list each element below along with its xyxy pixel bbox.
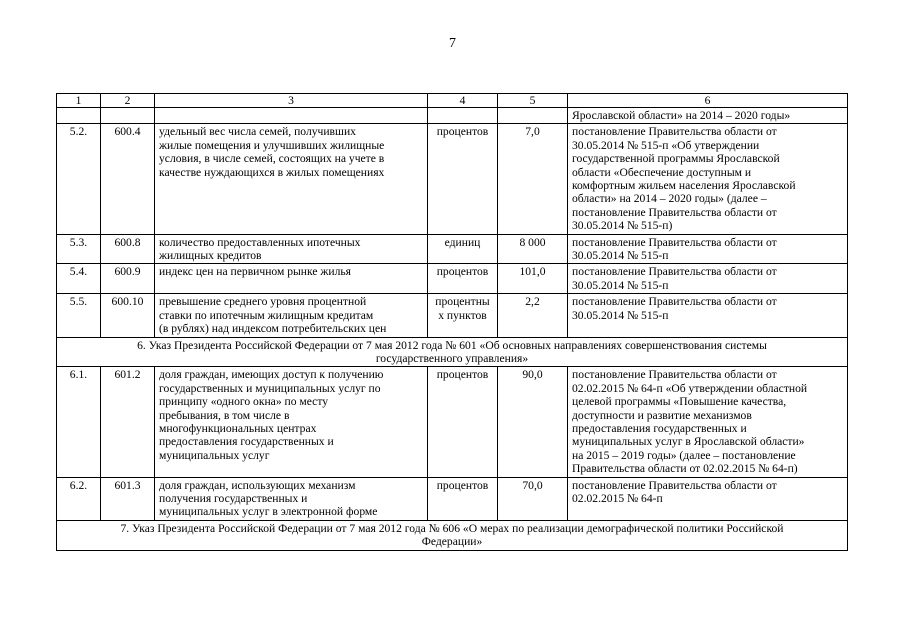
indicator-code: 600.8 xyxy=(101,234,155,264)
header-cell: 4 xyxy=(428,94,498,108)
indicator-name-line: количество предоставленных ипотечных xyxy=(159,235,361,249)
source-document-line: 30.05.2014 № 515-п) xyxy=(572,219,673,233)
header-cell: 6 xyxy=(568,94,848,108)
source-document-line: постановление Правительства области от xyxy=(572,235,777,249)
unit-of-measure xyxy=(428,124,498,234)
table-row xyxy=(57,294,848,337)
source-document-line: области «Обеспечение доступным и xyxy=(572,165,752,179)
indicator-name-line: получения государственных и xyxy=(159,491,308,505)
source-document-line: муниципальных услуг в Ярославской области» xyxy=(572,435,805,449)
source-document-line: Правительства области от 02.02.2015 № 64-п) xyxy=(572,462,798,476)
header-cell: 1 xyxy=(57,94,101,108)
header-row xyxy=(57,94,848,108)
indicator-name-line: доля граждан, имеющих доступ к получению xyxy=(159,368,384,382)
table-row xyxy=(57,477,848,520)
row-number: 5.3. xyxy=(57,234,101,264)
section-heading-6-text-line: государственного управления» xyxy=(375,351,529,365)
source-document-line: постановление Правительства области от xyxy=(572,125,777,139)
source-document-line: области» на 2014 – 2020 годы» (далее – xyxy=(572,192,767,206)
indicator-name-line: условия, в числе семей, состоящих на учете в xyxy=(159,152,385,166)
unit-of-measure xyxy=(428,294,498,337)
table-body xyxy=(57,94,848,551)
indicator-name xyxy=(155,124,428,234)
row-number: 5.4. xyxy=(57,264,101,294)
source-document-line: на 2015 – 2019 годы» (далее – постановление xyxy=(572,448,796,462)
indicator-name-line: муниципальных услуг xyxy=(159,448,270,462)
table-row xyxy=(57,367,848,477)
target-value: 8 000 xyxy=(498,234,568,264)
continuation-row xyxy=(57,108,848,124)
unit-of-measure xyxy=(428,234,498,264)
unit-of-measure-line: процентны xyxy=(435,295,490,309)
indicator-name-line: (в рублях) над индексом потребительских цен xyxy=(159,322,387,336)
indicator-name-line: удельный вес числа семей, получивших xyxy=(159,125,356,139)
section-heading-6-text xyxy=(57,337,848,367)
target-value: 101,0 xyxy=(498,264,568,294)
unit-of-measure-line: процентов xyxy=(436,478,489,492)
row-number: 5.2. xyxy=(57,124,101,234)
section-heading-7 xyxy=(57,520,848,550)
source-document-line: комфортным жильем населения Ярославской xyxy=(572,179,796,193)
source-document-line: государственной программы Ярославской xyxy=(572,152,780,166)
indicator-name-line: многофункциональных центрах xyxy=(159,421,317,435)
header-cell: 5 xyxy=(498,94,568,108)
source-document-line: 30.05.2014 № 515-п xyxy=(572,308,669,322)
source-document-line: постановление Правительства области от xyxy=(572,368,777,382)
unit-of-measure-line: процентов xyxy=(436,125,489,139)
indicator-name-line: пребывания, в том числе в xyxy=(159,408,290,422)
indicator-name xyxy=(155,234,428,264)
indicator-name-line: государственных и муниципальных услуг по xyxy=(159,381,381,395)
target-value: 2,2 xyxy=(498,294,568,337)
indicator-name xyxy=(155,367,428,477)
table-row xyxy=(57,264,848,294)
indicator-name xyxy=(155,294,428,337)
source-document-line: целевой программы «Повышение качества, xyxy=(572,395,787,409)
indicators-table xyxy=(56,93,848,551)
source-document-line: 30.05.2014 № 515-п «Об утверждении xyxy=(572,138,760,152)
source-document xyxy=(568,294,848,337)
source-document xyxy=(568,367,848,477)
indicator-name-line: качестве нуждающихся в жилых помещениях xyxy=(159,165,385,179)
table-row xyxy=(57,234,848,264)
indicator-name-line: предоставления государственных и xyxy=(159,435,334,449)
indicator-name-line: муниципальных услуг в электронной форме xyxy=(159,505,378,519)
source-document xyxy=(568,264,848,294)
indicator-code: 601.2 xyxy=(101,367,155,477)
unit-of-measure-line: процентов xyxy=(436,368,489,382)
indicator-name-line: индекс цен на первичном рынке жилья xyxy=(159,265,352,279)
page-number: 7 xyxy=(449,36,456,51)
header-cell: 3 xyxy=(155,94,428,108)
header-cell: 2 xyxy=(101,94,155,108)
indicator-code: 601.3 xyxy=(101,477,155,520)
indicator-name-line: доля граждан, использующих механизм xyxy=(159,478,356,492)
source-document-line: доступности и развитие механизмов xyxy=(572,408,752,422)
source-document-line: постановление Правительства области от xyxy=(572,478,777,492)
unit-of-measure-line: х пунктов xyxy=(438,308,487,322)
source-document xyxy=(568,477,848,520)
source-document-line: постановление Правительства области от xyxy=(572,265,777,279)
continuation-text: Ярославской области» на 2014 – 2020 годы» xyxy=(568,108,848,124)
row-number: 6.1. xyxy=(57,367,101,477)
source-document-line: 02.02.2015 № 64-п «Об утверждении областной xyxy=(572,381,808,395)
indicator-code: 600.10 xyxy=(101,294,155,337)
indicator-name-line: жилищных кредитов xyxy=(159,249,262,263)
source-document xyxy=(568,234,848,264)
section-heading-7-text-line: 7. Указ Президента Российской Федерации от 7 мая 2012 года № 606 «О мерах по реализации демографической политики Российской xyxy=(120,521,784,535)
unit-of-measure xyxy=(428,477,498,520)
target-value: 90,0 xyxy=(498,367,568,477)
unit-of-measure xyxy=(428,367,498,477)
row-number: 5.5. xyxy=(57,294,101,337)
source-document-line: предоставления государственных и xyxy=(572,421,747,435)
indicator-code: 600.4 xyxy=(101,124,155,234)
indicator-name-line: ставки по ипотечным жилищным кредитам xyxy=(159,308,374,322)
indicator-name-line: превышение среднего уровня процентной xyxy=(159,295,367,309)
indicator-name-line: жилые помещения и улучшивших жилищные xyxy=(159,138,385,152)
indicator-name xyxy=(155,477,428,520)
source-document xyxy=(568,124,848,234)
source-document-line: постановление Правительства области от xyxy=(572,295,777,309)
unit-of-measure-line: единиц xyxy=(444,235,481,249)
row-number: 6.2. xyxy=(57,477,101,520)
source-document-line: 30.05.2014 № 515-п xyxy=(572,249,669,263)
source-document-line: 30.05.2014 № 515-п xyxy=(572,278,669,292)
unit-of-measure xyxy=(428,264,498,294)
section-heading-7-text xyxy=(57,520,848,550)
source-document-line: 02.02.2015 № 64-п xyxy=(572,491,663,505)
source-document-line: постановление Правительства области от xyxy=(572,205,777,219)
section-heading-7-text-line: Федерации» xyxy=(421,535,483,549)
indicator-name xyxy=(155,264,428,294)
section-heading-6-text-line: 6. Указ Президента Российской Федерации от 7 мая 2012 года № 601 «Об основных направлениях совершенствования системы xyxy=(137,338,767,352)
section-heading-6 xyxy=(57,337,848,367)
indicator-name-line: принципу «одного окна» по месту xyxy=(159,395,329,409)
target-value: 7,0 xyxy=(498,124,568,234)
target-value: 70,0 xyxy=(498,477,568,520)
unit-of-measure-line: процентов xyxy=(436,265,489,279)
table-row xyxy=(57,124,848,234)
indicator-code: 600.9 xyxy=(101,264,155,294)
